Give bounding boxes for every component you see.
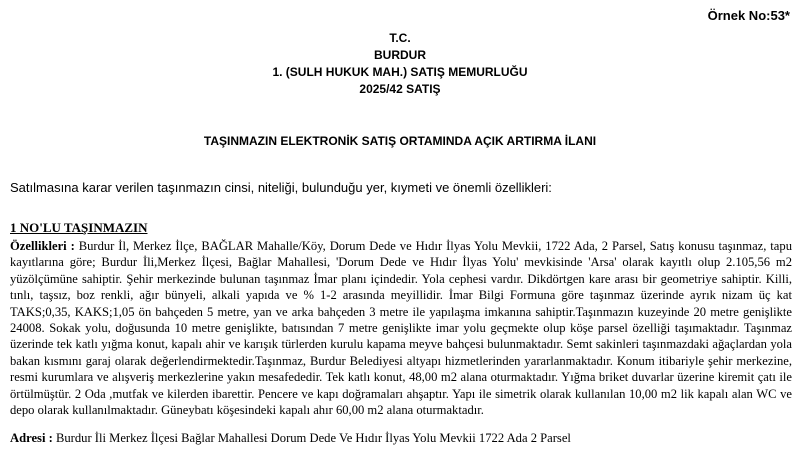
- notice-title: TAŞINMAZIN ELEKTRONİK SATIŞ ORTAMINDA AÇIK ARTIRMA İLANI: [203, 134, 597, 148]
- intro-text: Satılmasına karar verilen taşınmazın cinsi, niteliği, bulunduğu yer, kıymeti ve önemli özellikleri:: [10, 180, 552, 195]
- header-office: 1. (SULH HUKUK MAH.) SATIŞ MEMURLUĞU: [272, 65, 528, 79]
- sample-number: Örnek No:53*: [707, 8, 790, 23]
- property-address: [10, 430, 792, 446]
- address-text: Burdur İli Merkez İlçesi Bağlar Mahallesi Dorum Dede Ve Hıdır İlyas Yolu Mevkii 1722 Ada 2 Parsel: [55, 431, 571, 445]
- property-heading: 1 NO'LU TAŞINMAZIN: [10, 220, 148, 235]
- header-city: BURDUR: [374, 48, 426, 62]
- features-text: Burdur İl, Merkez İlçe, BAĞLAR Mahalle/Köy, Dorum Dede ve Hıdır İlyas Yolu Mevkii, 1722 Ada, 2 Parsel, Satış konusu taşınmaz, tapu kayıtlarına göre; Burdur İli,Merkez İlçesi, Bağlar Mahallesi, 'Dorum Dede ve Hıdır İlyas Yolu' mevkisinde 'Arsa' olarak kayıtlı olup 2.105,56 m2 yüzölçümüne sahiptir. Şehir merkezinde bulunan taşınmaz İmar planı içindedir. Yola cephesi vardır. Dikdörtgen kare arası bir geometriye sahiptir. Killi, tınlı, taşsız, boz renkli, ağır bünyeli, alkali yapıda ve % 1-2 arasında meyillidir. İmar Bilgi Formuna göre taşınmaz üzerinde ayrık nizam üç kat TAKS;0,35, KAKS;1,05 ön bahçeden 5 metre, yan ve arka bahçeden 3 metre ile yapılaşma imkanına sahiptir.Taşınmazın kuzeyinde 20 metre genişlikte 24008. Sokak yolu, doğusunda 10 metre genişlikte, batısından 7 metre genişlikte imar yolu geçmekte olup köşe parsel özelliği taşımaktadır. Taşınmaz üzerinde tek katlı yığma konut, kapalı ahir ve karışık türlerden kurulu kapama meyve bahçesi bulunmaktadır. Semt sakinleri taşınmazdaki ağaçlardan yola bakan kısmını garaj olarak değerlendirmektedir.Taşınmaz, Burdur Belediyesi altyapı hizmetlerinden yararlanmaktadır. Konum itibariyle şehir merkezine, resmi kurumlara ve alışveriş merkezlerine yakın mesafededir. Tek katlı konut, 48,00 m2 alana oturmaktadır. Yığma briket duvarlar üzerine kiremit çatı ile örtülmüştür. 2 Oda ,mutfak ve kilerden ibarettir. Pencere ve kapı doğramaları ahşaptır. Yapı ile simetrik olarak kullanılan 10,00 m2 lik kapalı alan WC ve depo olarak kullanılmaktadır. Güneybatı köşesindeki kapalı ahır 60,00 m2 alana oturmaktadır.: [10, 239, 792, 418]
- document-header: [0, 30, 800, 98]
- features-label: Özellikleri :: [10, 239, 75, 253]
- header-country: T.C.: [389, 31, 411, 45]
- header-file-number: 2025/42 SATIŞ: [359, 82, 441, 96]
- address-label: Adresi :: [10, 431, 53, 445]
- property-features: [10, 238, 792, 418]
